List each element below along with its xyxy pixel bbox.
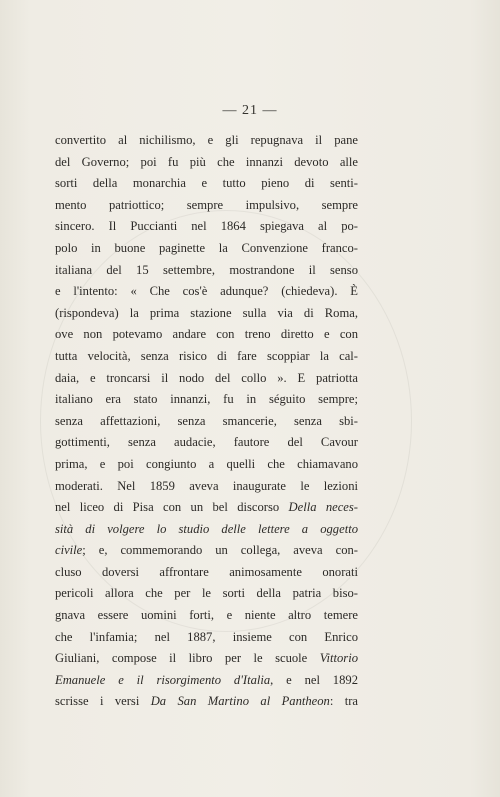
- italic-text: Vittorio: [319, 651, 358, 666]
- text-run: prima, e poi congiunto a quelli che chiamavano: [55, 456, 358, 471]
- italic-text: Della neces-: [288, 500, 358, 515]
- text-line: [55, 432, 358, 454]
- page-number: — 21 —: [222, 103, 278, 118]
- text-run: gottimenti, senza audacie, fautore del Cavour: [55, 435, 358, 450]
- text-run: cluso doversi affrontare animosamente onorati: [55, 564, 358, 579]
- text-line: [55, 411, 358, 433]
- text-line: [55, 303, 358, 325]
- text-run: del Governo; poi fu più che innanzi devoto alle: [55, 154, 358, 169]
- text-run: ; e, commemorando un collega, aveva con-: [82, 543, 358, 558]
- text-run: e l'intento: « Che cos'è adunque? (chiedeva). È: [55, 284, 358, 299]
- text-line: [55, 497, 358, 519]
- text-line: [55, 476, 358, 498]
- text-run: che l'infamia; nel 1887, insieme con Enrico: [55, 629, 358, 644]
- text-run: : tra: [329, 694, 359, 709]
- text-line: [55, 540, 358, 562]
- text-line: [55, 130, 358, 152]
- text-line: [55, 691, 358, 713]
- text-line: [55, 454, 358, 476]
- text-line: [55, 519, 358, 541]
- text-run: tutta velocità, senza risico di fare scoppiar la cal-: [55, 348, 358, 363]
- text-line: [55, 173, 358, 195]
- text-run: convertito al nichilismo, e gli repugnava il pane: [55, 133, 358, 147]
- text-line: [55, 260, 358, 282]
- text-run: sincero. Il Puccianti nel 1864 spiegava al po-: [55, 219, 358, 234]
- text-run: Giuliani, compose il libro per le scuole: [55, 651, 320, 666]
- text-run: (rispondeva) la prima stazione sulla via di Roma,: [55, 305, 358, 320]
- text-run: moderati. Nel 1859 aveva inaugurate le lezioni: [55, 478, 358, 493]
- italic-text: Emanuele e il risorgimento d'Italia: [55, 672, 271, 687]
- text-line: [55, 238, 358, 260]
- body-text: [55, 130, 358, 713]
- text-line: [55, 648, 358, 670]
- italic-text: Da San Martino al Pantheon: [150, 694, 330, 709]
- text-line: [55, 152, 358, 174]
- text-line: [55, 389, 358, 411]
- text-run: ove non potevamo andare con treno diretto e con: [55, 327, 358, 342]
- text-line: [55, 583, 358, 605]
- text-run: pericoli allora che per le sorti della patria biso-: [55, 586, 358, 601]
- text-run: senza affettazioni, senza smancerie, senza sbi-: [55, 413, 358, 428]
- text-run: nel liceo di Pisa con un bel discorso: [55, 500, 289, 515]
- text-run: italiana del 15 settembre, mostrandone il senso: [55, 262, 358, 277]
- text-run: scrisse i versi: [55, 694, 151, 709]
- text-line: [55, 346, 358, 368]
- text-run: mento patriottico; sempre impulsivo, sempre: [55, 197, 358, 212]
- text-run: sorti della monarchia e tutto pieno di senti-: [55, 176, 358, 191]
- text-line: [55, 324, 358, 346]
- italic-text: sità di volgere lo studio delle lettere a oggetto: [55, 521, 358, 536]
- text-run: , e nel 1892: [270, 672, 358, 687]
- italic-text: civile: [55, 543, 83, 558]
- text-run: daia, e troncarsi il nodo del collo ». E patriotta: [55, 370, 358, 385]
- text-line: [55, 368, 358, 390]
- text-run: polo in buone paginette la Convenzione franco-: [55, 240, 358, 255]
- text-line: [55, 195, 358, 217]
- text-run: italiano era stato innanzi, fu in séguito sempre;: [55, 392, 358, 407]
- text-line: [55, 627, 358, 649]
- text-run: gnava essere uomini forti, e niente altro temere: [55, 608, 358, 623]
- text-line: [55, 670, 358, 692]
- text-line: [55, 562, 358, 584]
- text-line: [55, 281, 358, 303]
- text-line: [55, 605, 358, 627]
- text-line: [55, 216, 358, 238]
